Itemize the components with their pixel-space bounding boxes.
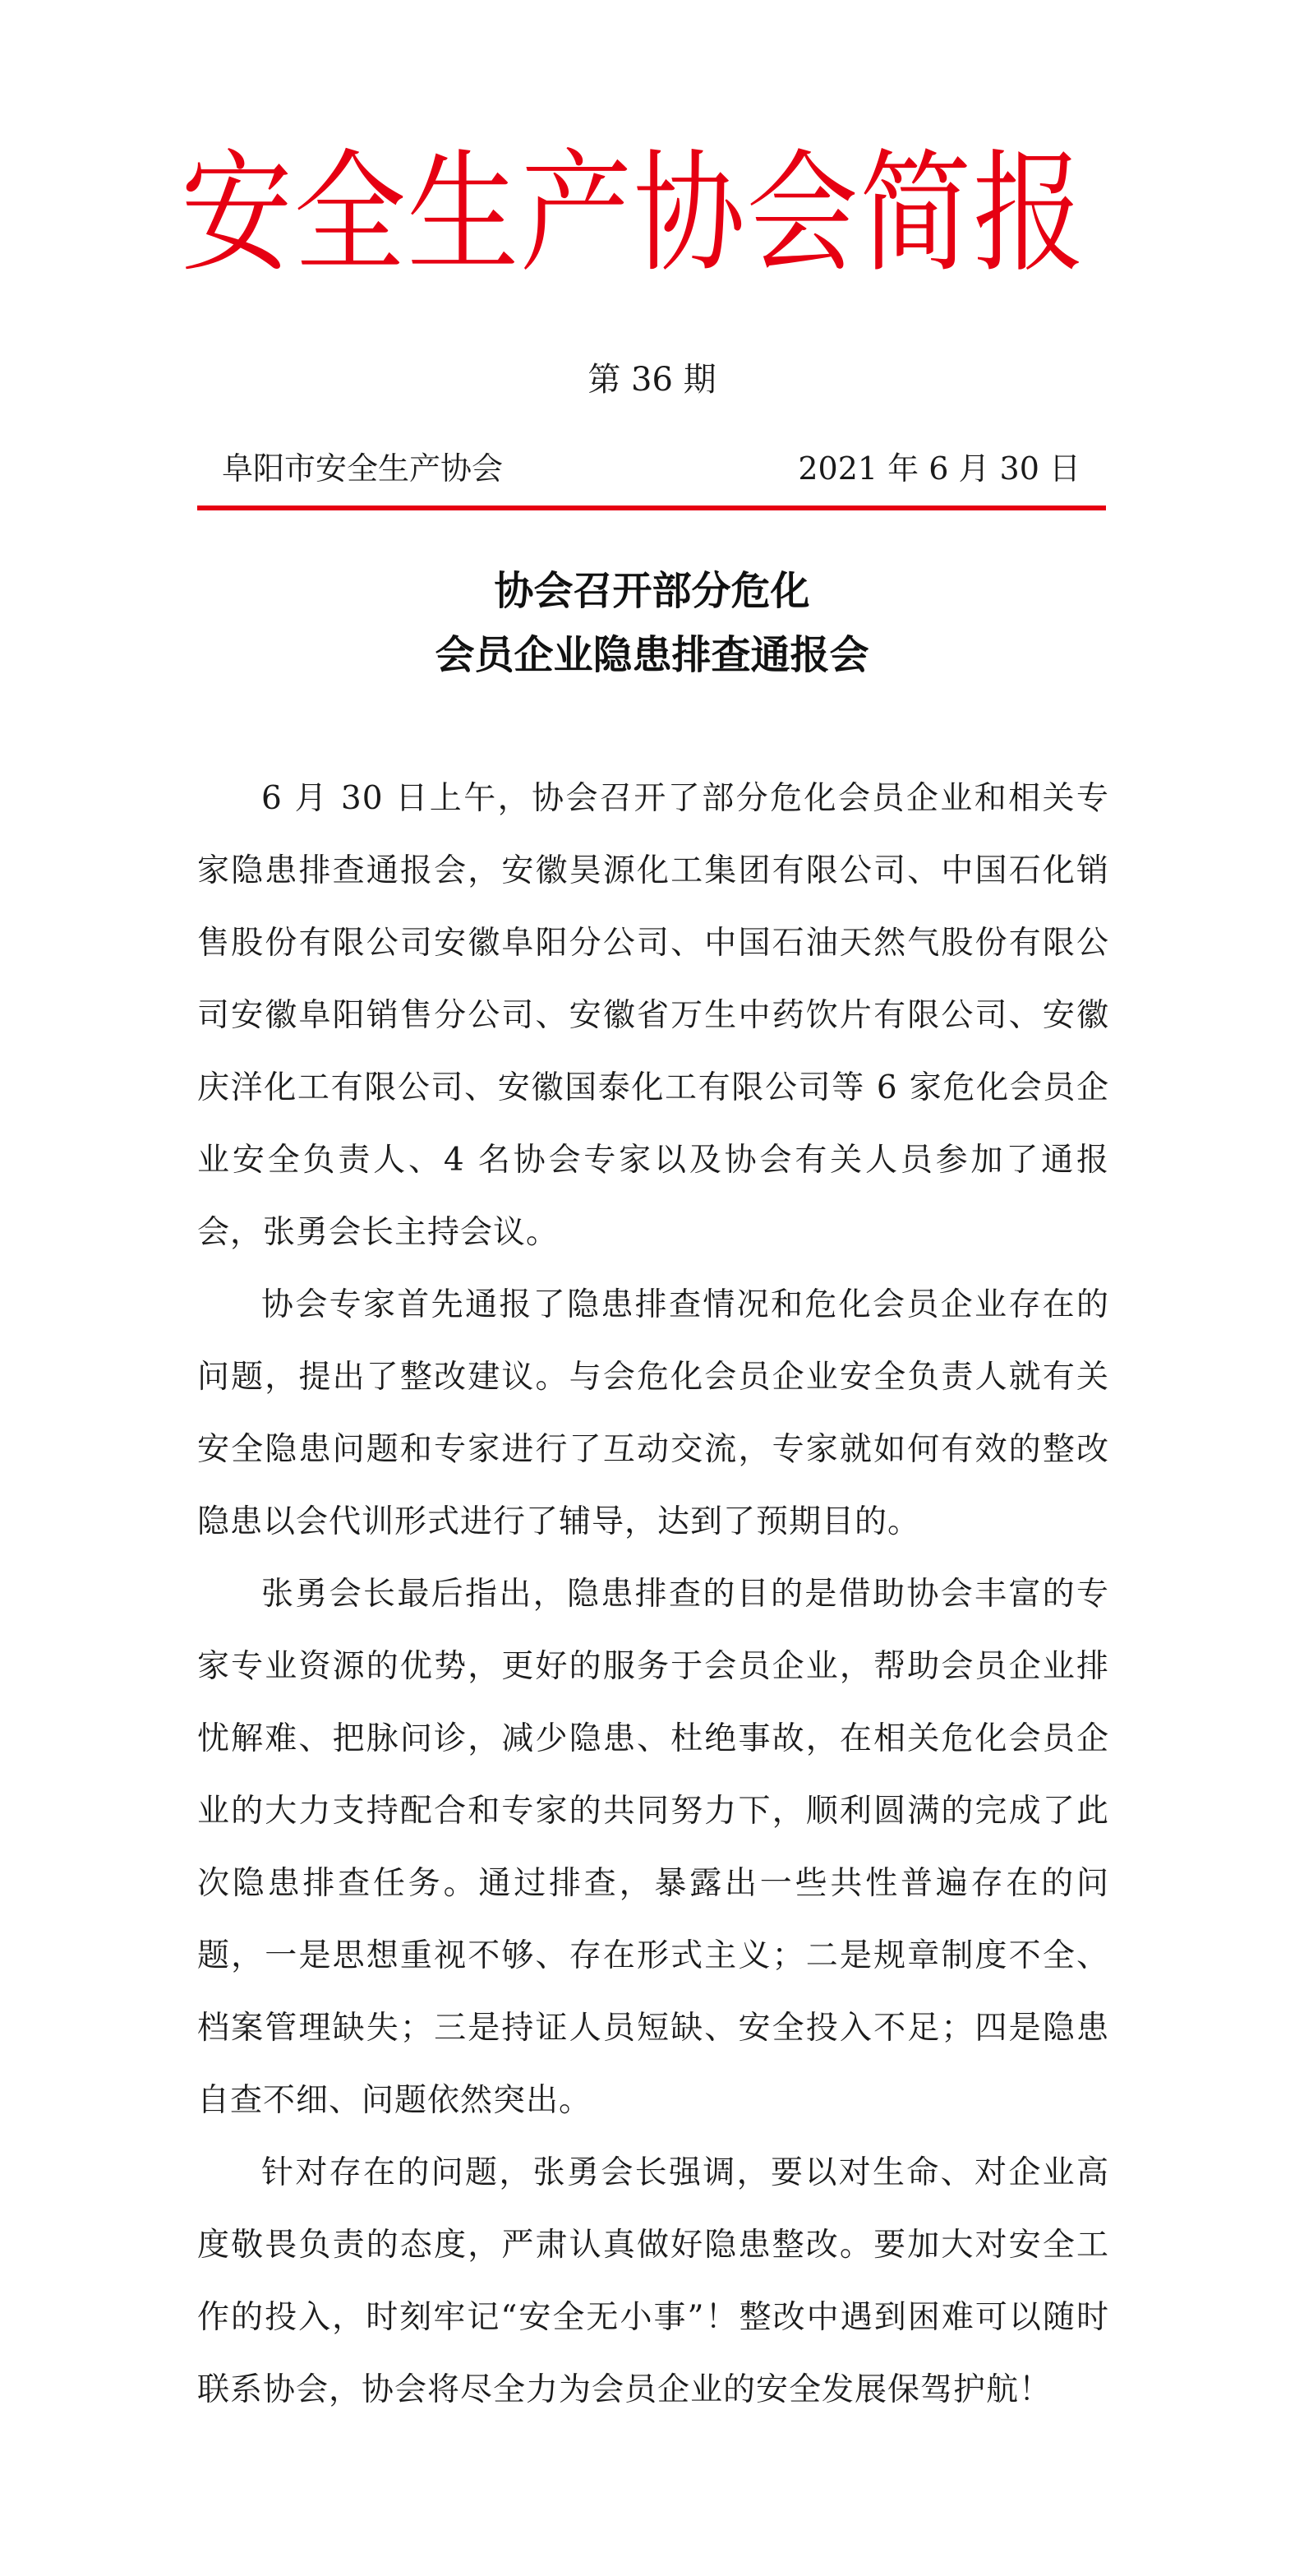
article-paragraph: 针对存在的问题，张勇会长强调，要以对生命、对企业高度敬畏负责的态度，严肃认真做好隐患整改。要加大对安全工作的投入，时刻牢记“安全无小事”！整改中遇到困难可以随时联系协会，协会将尽全力为会员企业的安全发展保驾护航！ <box>197 2154 1109 2408</box>
article-body <box>197 763 1109 2426</box>
publisher-organization: 阜阳市安全生产协会 <box>222 450 504 487</box>
article-title-line-1: 协会召开部分危化 <box>494 568 810 614</box>
article-paragraph: 6 月 30 日上午，协会召开了部分危化会员企业和相关专家隐患排查通报会，安徽昊源化工集团有限公司、中国石化销售股份有限公司安徽阜阳分公司、中国石油天然气股份有限公司安徽阜阳销售分公司、安徽省万生中药饮片有限公司、安徽庆洋化工有限公司、安徽国泰化工有限公司等 6 家危化会员企业安全负责人、4 名协会专家以及协会有关人员参加了通报会，张勇会长主持会议。 <box>197 780 1109 1251</box>
article-title <box>0 559 1304 687</box>
red-divider <box>197 506 1106 510</box>
publication-date: 2021 年 6 月 30 日 <box>798 450 1081 487</box>
article-title-line-2: 会员企业隐患排查通报会 <box>435 632 869 678</box>
article-paragraph: 协会专家首先通报了隐患排查情况和危化会员企业存在的问题，提出了整改建议。与会危化会员企业安全负责人就有关安全隐患问题和专家进行了互动交流，专家就如何有效的整改隐患以会代训形式进行了辅导，达到了预期目的。 <box>197 1286 1109 1540</box>
article-paragraph: 张勇会长最后指出，隐患排查的目的是借助协会丰富的专家专业资源的优势，更好的服务于会员企业，帮助会员企业排忧解难、把脉问诊，减少隐患、杜绝事故，在相关危化会员企业的大力支持配合和专家的共同努力下，顺利圆满的完成了此次隐患排查任务。通过排查，暴露出一些共性普遍存在的问题，一是思想重视不够、存在形式主义；二是规章制度不全、档案管理缺失；三是持证人员短缺、安全投入不足；四是隐患自查不细、问题依然突出。 <box>197 1576 1109 2119</box>
issue-number: 第 36 期 <box>587 361 717 399</box>
masthead-title: 安全生产协会简报 <box>181 136 1086 290</box>
